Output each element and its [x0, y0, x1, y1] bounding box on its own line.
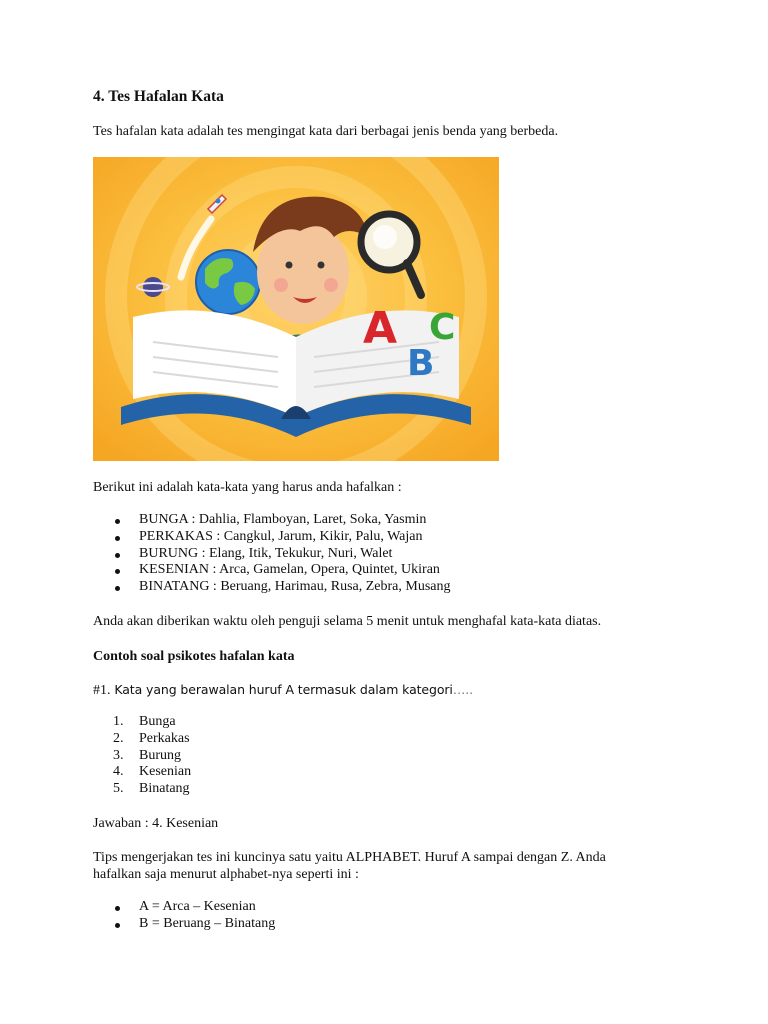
word-list: [93, 512, 450, 596]
list-item: 2. Perkakas: [113, 730, 190, 746]
tips-line-2: hafalkan saja menurut alphabet-nya seperti ini :: [93, 867, 359, 882]
list-item: BUNGA : Dahlia, Flamboyan, Laret, Soka, Yasmin: [93, 512, 450, 529]
letter-c: C: [429, 307, 456, 348]
lead-paragraph: Berikut ini adalah kata-kata yang harus anda hafalkan :: [93, 480, 402, 495]
example-title: Contoh soal psikotes hafalan kata: [93, 649, 295, 664]
list-item: 4. Kesenian: [113, 764, 192, 780]
list-item: 1. Bunga: [113, 714, 176, 729]
section-heading: 4. Tes Hafalan Kata: [93, 88, 224, 105]
question-body: Kata yang berawalan huruf A termasuk dalam kategori: [110, 682, 453, 697]
list-item: BURUNG : Elang, Itik, Tekukur, Nuri, Walet: [93, 546, 450, 563]
letter-b: B: [407, 343, 435, 384]
study-illustration: [93, 157, 499, 461]
letter-a: A: [363, 303, 398, 354]
list-item: 3. Burung: [113, 747, 181, 763]
intro-paragraph: Tes hafalan kata adalah tes mengingat kata dari berbagai jenis benda yang berbeda.: [93, 124, 559, 139]
question-number: #1.: [93, 683, 111, 698]
answer-line: Jawaban : 4. Kesenian: [93, 816, 219, 831]
time-note: Anda akan diberikan waktu oleh penguji selama 5 menit untuk menghafal kata-kata diatas.: [93, 614, 602, 629]
question-dots: …..: [452, 682, 473, 697]
list-item: KESENIAN : Arca, Gamelan, Opera, Quintet, Ukiran: [93, 562, 450, 579]
list-item: PERKAKAS : Cangkul, Jarum, Kikir, Palu, Wajan: [93, 529, 450, 546]
tips-line-1: Tips mengerjakan tes ini kuncinya satu yaitu ALPHABET. Huruf A sampai dengan Z. Anda: [93, 850, 606, 865]
list-item: B = Beruang – Binatang: [93, 916, 275, 933]
list-item: A = Arca – Kesenian: [93, 899, 275, 916]
question-text: [93, 681, 473, 699]
globe-icon: [196, 250, 260, 314]
option-list: [93, 714, 191, 798]
mapping-list: [93, 899, 275, 933]
list-item: BINATANG : Beruang, Harimau, Rusa, Zebra, Musang: [93, 579, 450, 596]
list-item: 5. Binatang: [113, 781, 190, 797]
